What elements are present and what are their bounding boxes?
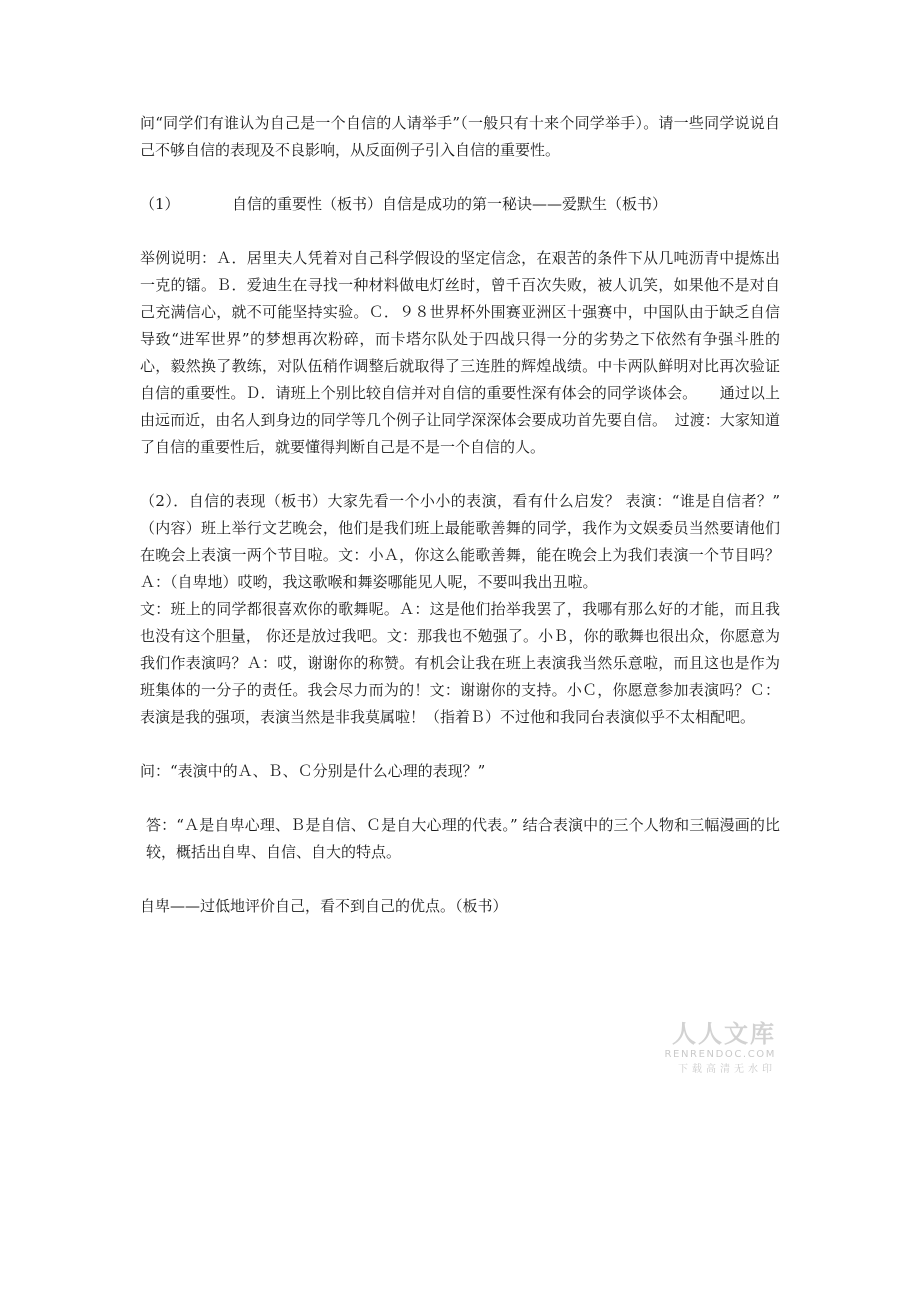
spacer	[140, 866, 780, 893]
spacer	[140, 461, 780, 488]
section-number: （1）	[140, 195, 180, 213]
paragraph-examples: 举例说明：Ａ．居里夫人凭着对自己科学假设的坚定信念，在艰苦的条件下从几吨沥青中提炼出一克的镭。Ｂ．爱迪生在寻找一种材料做电灯丝时，曾千百次失败，被人讥笑，如果他不是对自己充满信心，就不可能坚持实验。Ｃ．９８世界杯外围赛亚洲区十强赛中，中国队由于缺乏自信导致“进军世界”的梦想再次粉碎，而卡塔尔队处于四战只得一分的劣势之下依然有争强斗胜的心，毅然换了教练，对队伍稍作调整后就取得了三连胜的辉煌战绩。中卡两队鲜明对比再次验证自信的重要性。Ｄ．请班上个别比较自信并对自信的重要性深有体会的同学谈体会。 通过以上由远而近，由名人到身边的同学等几个例子让同学深深体会要成功首先要自信。 过渡：大家知道了自信的重要性后，就要懂得判断自己是不是一个自信的人。	[140, 249, 780, 456]
paragraph-performance-intro: （2）．自信的表现（板书）大家先看一个小小的表演，看有什么启发？ 表演：“谁是自信者？” （内容）班上举行文艺晚会，他们是我们班上最能歌善舞的同学，我作为文娱委员当然要请他们在晚会上表演一两个节目啦。文：小Ａ，你这么能歌善舞，能在晚会上为我们表演一个节目吗？Ａ：（自卑地）哎哟，我这歌喉和舞姿哪能见人呢，不要叫我出丑啦。	[140, 492, 780, 591]
document-body	[140, 110, 780, 920]
paragraph-inferiority: 自卑——过低地评价自己，看不到自己的优点。（板书）	[140, 897, 508, 915]
paragraph-question: 问：“表演中的Ａ、Ｂ、Ｃ分别是什么心理的表现？”	[140, 762, 486, 780]
watermark-logo	[646, 1020, 776, 1078]
watermark-subtitle: 下载高清无水印	[678, 1064, 776, 1075]
section-heading-text: 自信的重要性（板书）自信是成功的第一秘诀——爱默生（板书）	[232, 195, 668, 213]
paragraph-performance-dialogue: 文：班上的同学都很喜欢你的歌舞呢。Ａ：这是他们抬举我罢了，我哪有那么好的才能，而且我也没有这个胆量， 你还是放过我吧。文：那我也不勉强了。小Ｂ，你的歌舞也很出众，你愿意为我们作表演吗？Ａ：哎，谢谢你的称赞。有机会让我在班上表演我当然乐意啦，而且这也是作为班集体的一分子的责任。我会尽力而为的！文：谢谢你的支持。小Ｃ，你愿意参加表演吗？Ｃ：表演是我的强项，表演当然是非我莫属啦！（指着Ｂ）不过他和我同台表演似乎不太相配吧。	[140, 600, 780, 726]
spacer	[140, 731, 780, 758]
watermark-url: RENRENDOC.COM	[664, 1049, 776, 1060]
spacer	[140, 164, 780, 191]
paragraph-answer: 答：“Ａ是自卑心理、Ｂ是自信、Ｃ是自大心理的代表。” 结合表演中的三个人物和三幅漫画的比较，概括出自卑、自信、自大的特点。	[146, 816, 780, 861]
section-heading-importance	[140, 191, 780, 218]
spacer	[140, 785, 780, 812]
paragraph-intro-question: 问“同学们有谁认为自己是一个自信的人请举手”（一般只有十来个同学举手）。请一些同学说说自己不够自信的表现及不良影响，从反面例子引入自信的重要性。	[140, 114, 780, 159]
watermark-title: 人人文库	[672, 1020, 776, 1048]
spacer	[140, 218, 780, 245]
